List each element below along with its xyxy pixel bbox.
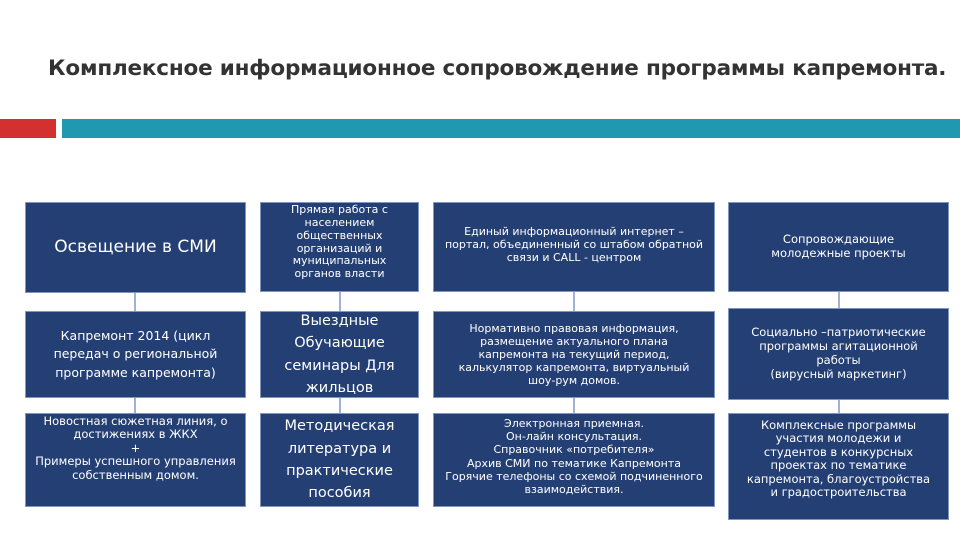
col2-bottom-box xyxy=(260,413,419,507)
connector-col3-top xyxy=(573,292,575,311)
col1-header-text: Освещение в СМИ xyxy=(54,237,217,258)
col2-bottom-text: Методическая литература и практические пособия xyxy=(284,418,395,502)
col2-header-text: Прямая работа с населением общественных организаций и муниципальных органов власти xyxy=(291,203,388,281)
connector-col4-bottom xyxy=(838,400,840,413)
col4-header-box xyxy=(728,202,949,292)
connector-col3-bottom xyxy=(573,398,575,413)
connector-col4-top xyxy=(838,292,840,308)
col4-header-text: Сопровождающие молодежные проекты xyxy=(771,232,906,260)
col3-bottom-box xyxy=(433,413,715,507)
col1-middle-box xyxy=(25,311,246,398)
col3-middle-text: Нормативно правовая информация, размещение актуального плана капремонта на текущий период, калькулятор капремонта, виртуальный шоу-рум домов. xyxy=(458,321,690,388)
col2-middle-text: Выездные Обучающие семинары Для жильцов xyxy=(284,312,395,396)
connector-col1-bottom xyxy=(134,398,136,413)
col2-middle-box xyxy=(260,311,419,398)
col4-bottom-text: Комплексные программы участия молодежи и студентов в конкурсных проектах по тематике капремонта, благоустройства и градостроительства xyxy=(746,418,931,500)
col4-middle-text: Социально –патриотические программы агитационной работы (вирусный маркетинг) xyxy=(751,325,926,381)
page-title: Комплексное информационное сопровождение программы капремонта. xyxy=(48,56,947,81)
col1-bottom-box xyxy=(25,413,246,507)
col1-header-box xyxy=(25,202,246,293)
col1-middle-text: Капремонт 2014 (цикл передач о региональной программе капремонта) xyxy=(53,328,218,380)
col3-header-box xyxy=(433,202,715,292)
col3-bottom-text: Электронная приемная. Он-лайн консультация. Справочник «потребителя» Архив СМИ по тематике Капремонта Горячие телефоны со схемой подчиненного взаимодействия. xyxy=(445,417,703,496)
connector-col2-top xyxy=(339,292,341,311)
accent-bar-red xyxy=(0,119,56,138)
col2-header-box xyxy=(260,202,419,292)
connector-col1-top xyxy=(134,293,136,311)
col1-bottom-text: Новостная сюжетная линия, о достижениях в ЖКХ + Примеры успешного управления собственным домом. xyxy=(35,414,236,482)
col3-header-text: Единый информационный интернет – портал, объединенный со штабом обратной связи и CALL - центром xyxy=(444,225,704,265)
col4-middle-box xyxy=(728,308,949,400)
accent-bar-teal xyxy=(62,119,960,138)
col3-middle-box xyxy=(433,311,715,398)
col4-bottom-box xyxy=(728,413,949,520)
connector-col2-bottom xyxy=(339,398,341,413)
